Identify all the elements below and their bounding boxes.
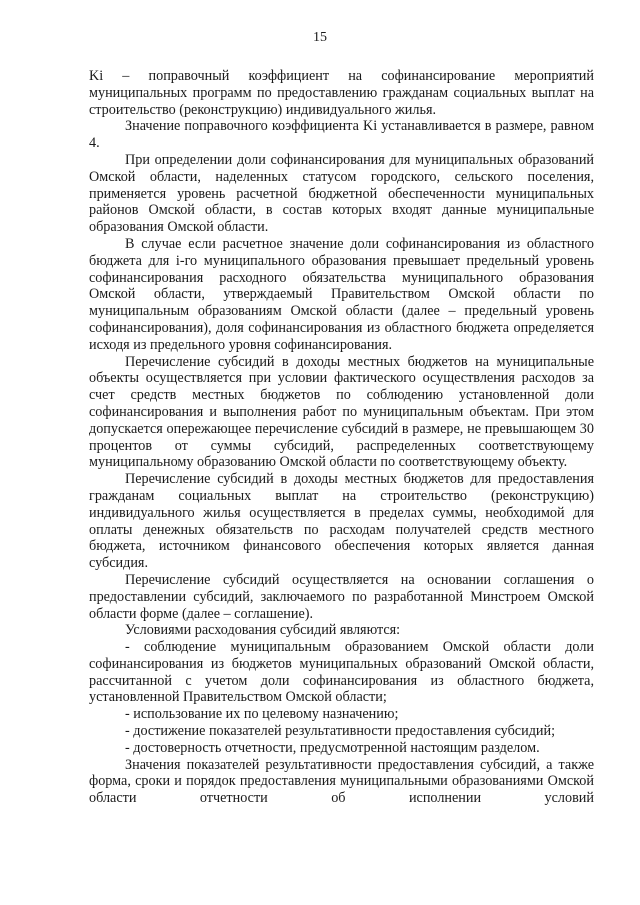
- list-item-reporting: - достоверность отчетности, предусмотренной настоящим разделом.: [125, 739, 540, 756]
- paragraph-limit-level: В случае если расчетное значение доли софинансирования из областного бюджета для i-го муниципального образования превышает предельный уровень софинансирования расходного обязательства муниципального образования Омской области, утверждаемый Правительством Омской области по муниципальным образованиям Омской области (далее – предельный уровень софинансирования), доля софинансирования из областного бюджета определяется исходя из предельного уровня софинансирования.: [89, 235, 594, 353]
- paragraph-transfer-objects: Перечисление субсидий в доходы местных бюджетов на муниципальные объекты осуществляется при условии фактического осуществления расходов за счет средств местных бюджетов по соблюдению установленной доли софинансирования и выполнения работ по муниципальным объектам. При этом допускается опережающее перечисление субсидий в размере, не превышающем 30 процентов от суммы субсидий, распределенных соответствующему муниципальному образованию Омской области по соответствующему объекту.: [89, 353, 594, 471]
- list-item-cofinancing: - соблюдение муниципальным образованием Омской области доли софинансирования из бюджетов муниципальных образований Омской области, рассчитанной с учетом доли софинансирования из областного бюджета, установленной Правительством Омской области;: [89, 639, 594, 706]
- document-body: [89, 68, 594, 807]
- list-item-indicators: - достижение показателей результативности предоставления субсидий;: [125, 723, 556, 740]
- paragraph-agreement: Перечисление субсидий осуществляется на основании соглашения о предоставлении субсидий, заключаемого по разработанной Минстроем Омской области форме (далее – соглашение).: [89, 571, 594, 622]
- page-number: 15: [313, 30, 327, 45]
- paragraph-indicator-values: Значения показателей результативности предоставления субсидий, а также форма, сроки и порядок предоставления муниципальными образованиями Омской области отчетности об исполнении условий: [89, 756, 594, 807]
- paragraph-conditions-heading: Условиями расходования субсидий являются:: [125, 622, 401, 639]
- paragraph-transfer-housing: Перечисление субсидий в доходы местных бюджетов для предоставления гражданам социальных выплат на строительство (реконструкцию) индивидуального жилья осуществляется в пределах суммы, необходимой для оплаты денежных обязательств по расходам получателей средств местного бюджета, источником финансового обеспечения которых является данная субсидия.: [89, 471, 594, 572]
- paragraph-settlement-share: При определении доли софинансирования для муниципальных образований Омской области, наделенных статусом городского, сельского поселения, применяется уровень расчетной бюджетной обеспеченности муниципальных районов Омской области, в состав которых входят данные муниципальные образования Омской области.: [89, 151, 594, 236]
- paragraph-coefficient-value: Значение поправочного коэффициента Ki устанавливается в размере, равном 4.: [89, 118, 594, 152]
- paragraph-coefficient-definition: Ki – поправочный коэффициент на софинансирование мероприятий муниципальных программ по предоставлению гражданам социальных выплат на строительство (реконструкцию) индивидуального жилья.: [89, 68, 594, 118]
- list-item-target-use: - использование их по целевому назначению;: [125, 706, 399, 723]
